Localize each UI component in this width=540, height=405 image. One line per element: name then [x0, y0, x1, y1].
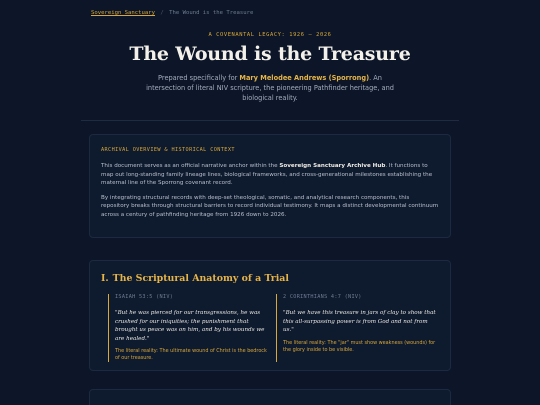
verse-reference: ISAIAH 53:5 (NIV) [115, 294, 174, 300]
overview-card [89, 134, 451, 238]
hero-divider [81, 120, 459, 121]
subtitle-prefix: Prepared specifically for [158, 74, 240, 82]
scripture-section-card [89, 260, 451, 371]
verse-note: The literal reality: The "jar" must show weakness (wounds) for the glory inside to be visible. [283, 339, 436, 353]
overview-p1-prefix: This document serves as an official narrative anchor within the [101, 163, 280, 169]
verse-reference: 2 CORINTHIANS 4:7 (NIV) [283, 294, 362, 300]
verse-block [108, 294, 268, 362]
hero-subtitle [145, 73, 395, 103]
overview-p1-strong: Sovereign Sanctuary Archive Hub [279, 163, 386, 169]
hero-eyebrow: A COVENANTAL LEGACY: 1926 – 2026 [208, 32, 332, 38]
section-title [101, 273, 439, 284]
breadcrumb-separator: / [160, 10, 164, 16]
overview-paragraph-1 [101, 162, 439, 188]
overview-label: ARCHIVAL OVERVIEW & HISTORICAL CONTEXT [101, 147, 235, 153]
next-section-card [89, 389, 451, 405]
verse-block [276, 294, 436, 362]
overview-p1-suffix: . It functions to map out long-standing family lineage lines, biological frameworks, and cross-generational milestones establishing the maternal line of the Sporrong covenant record. [101, 163, 433, 187]
subtitle-suffix: . An intersection of literal NIV scripture, the pioneering Pathfinder heritage, and biological reality. [146, 74, 394, 102]
overview-paragraph-2: By integrating structural records with deep-set theological, somatic, and analytical research components, this repository breaks through structural barriers to record individual testimony. It maps a distinct developmental continuum across a century of pathfinding heritage from 1926 down to 2026. [101, 194, 439, 218]
verse-columns [108, 294, 440, 362]
verse-note: The literal reality: The ultimate wound of Christ is the bedrock of our treasure. [115, 348, 267, 362]
hero [0, 32, 540, 103]
breadcrumb [91, 10, 253, 16]
verse-quote: "But he was pierced for our transgressions, he was crushed for our iniquities; the punishment that brought us peace was on him, and by his wounds we are healed." [115, 310, 265, 342]
breadcrumb-home-link[interactable]: Sovereign Sanctuary [91, 10, 155, 16]
verse-quote: "But we have this treasure in jars of clay to show that this all-surpassing power is from God and not from us." [283, 310, 436, 334]
page-title: The Wound is the Treasure [129, 43, 411, 65]
section-title-text: The Scriptural Anatomy of a Trial [112, 273, 289, 284]
section-number: I. [101, 273, 109, 284]
breadcrumb-current: The Wound is the Treasure [169, 10, 254, 16]
subtitle-name: Mary Melodee Andrews (Sporrong) [239, 74, 370, 82]
